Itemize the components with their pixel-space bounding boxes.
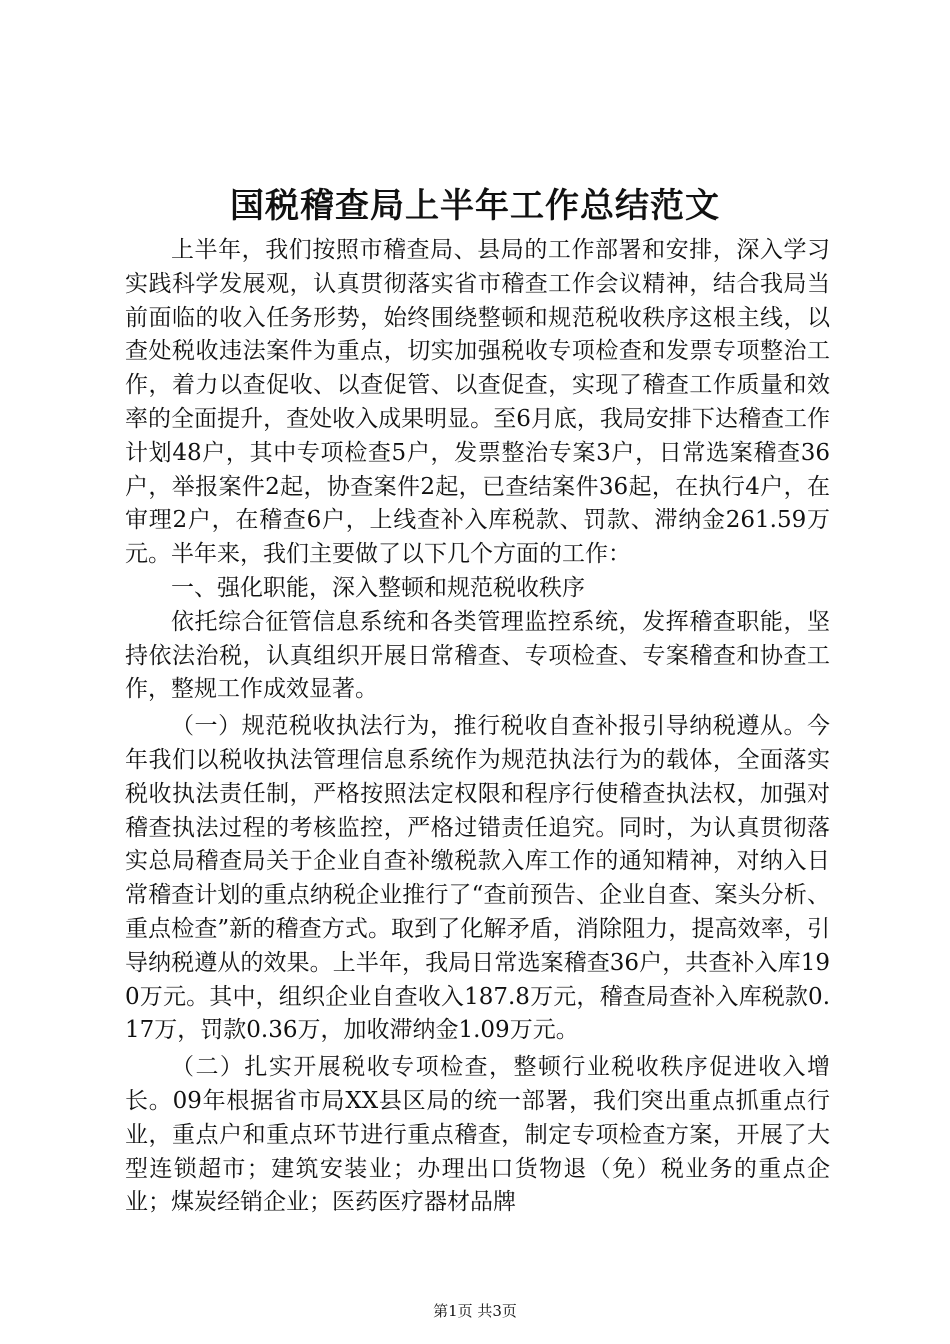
paragraph-section-1: 依托综合征管信息系统和各类管理监控系统，发挥稽查职能，坚持依法治税，认真组织开展日常稽查、专项检查、专案稽查和协查工作，整规工作成效显著。 — [125, 608, 830, 703]
document-title: 国税稽查局上半年工作总结范文 — [230, 186, 720, 226]
document-body — [125, 234, 830, 1220]
paragraph-subsection-2: （二）扎实开展税收专项检查，整顿行业税收秩序促进收入增长。09年根据省市局XX县区局的统一部署，我们突出重点抓重点行业，重点户和重点环节进行重点稽查，制定专项检查方案，开展了大型连锁超市；建筑安装业；办理出口货物退（免）税业务的重点企业；煤炭经销企业；医药医疗器材品牌 — [125, 1054, 830, 1216]
page-footer: 第1页 共3页 — [433, 1302, 517, 1320]
paragraph-subsection-1: （一）规范税收执法行为，推行税收自查补报引导纳税遵从。今年我们以税收执法管理信息系统作为规范执法行为的载体，全面落实税收执法责任制，严格按照法定权限和程序行使稽查执法权，加强对稽查执法过程的考核监控，严格过错责任追究。同时，为认真贯彻落实总局稽查局关于企业自查补缴税款入库工作的通知精神，对纳入日常稽查计划的重点纳税企业推行了“查前预告、企业自查、案头分析、重点检查”新的稽查方式。取到了化解矛盾，消除阻力，提高效率，引导纳税遵从的效果。上半年，我局日常选案稽查36户，共查补入库190万元。其中，组织企业自查收入187.8万元，稽查局查补入库税款0.17万，罚款0.36万，加收滞纳金1.09万元。 — [125, 713, 830, 1044]
section-heading-1: 一、强化职能，深入整顿和规范税收秩序 — [171, 574, 585, 601]
paragraph-intro: 上半年，我们按照市稽查局、县局的工作部署和安排，深入学习实践科学发展观，认真贯彻落实省市稽查工作会议精神，结合我局当前面临的收入任务形势，始终围绕整顿和规范税收秩序这根主线，以查处税收违法案件为重点，切实加强税收专项检查和发票专项整治工作，着力以查促收、以查促管、以查促查，实现了稽查工作质量和效率的全面提升，查处收入成果明显。至6月底，我局安排下达稽查工作计划48户，其中专项检查5户，发票整治专案3户，日常选案稽查36户，举报案件2起，协查案件2起，已查结案件36起，在执行4户，在审理2户，在稽查6户，上线查补入库税款、罚款、滞纳金261.59万元。半年来，我们主要做了以下几个方面的工作： — [125, 237, 830, 568]
